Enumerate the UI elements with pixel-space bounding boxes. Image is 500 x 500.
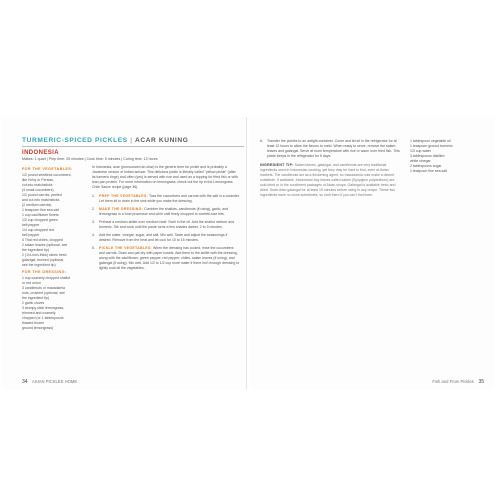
step-number: 5. xyxy=(92,246,95,250)
ingredient-line: 2 garlic cloves xyxy=(22,301,45,305)
step-text: Transfer the pickles to an airtight container. Cover and let sit in the refrigerator for at least 12 hours to allow the flavors to meld. When ready to serve, remove the salam leaves and galangal. Serve at room temperature with rice or warm over fried fish. This pickle keeps in the refrigerator for 5 days. xyxy=(267,139,400,158)
ingredient-line: 4 Thai red chiles, chopped xyxy=(22,238,63,242)
ingredient-line: 2 (1/4-inch-thick) slices fresh xyxy=(22,253,67,257)
left-page xyxy=(2,117,247,390)
ingredient-line: ground lemongrass) xyxy=(22,326,54,330)
recipe-intro: In Indonesia, acar (pronounced ah-char) is the generic term for pickle and is probably a Javanese version of Indian achaar. This delicious pickle is literally called "yellow pickle" (after its turmeric tinge) and often (yes) is served with rice and used as a topping for fried fish or with lean pan protein. For more information on lemongrass, check out the tip in the Lemongrass Chile Sauce recipe (page 36). xyxy=(92,165,238,189)
ingredient-line: galangal, bruised (optional, xyxy=(22,258,65,262)
step-number: 1. xyxy=(92,194,95,198)
ingredient-line: 1/3 cup water xyxy=(410,149,432,153)
ingredient-line: 1 tablespoon vegetable oil xyxy=(410,139,451,143)
ingredient-line: 1/2 pound carrots, peeled xyxy=(22,193,62,197)
dressing-heading: FOR THE DRESSING: xyxy=(22,270,67,274)
step-body: When the dressing has cooled, rinse the cucumbers and carrots. Drain and pat dry with paper towels. Add them to the skillet with the dressing, along with the cauliflower, green pepper, red pepper, chiles, salam leaves (if using), and galangal (if using). Mix well. Add 1/2 to 1/2 cup more water if there isn't enough dressing to lightly coat all the vegetables. xyxy=(99,246,240,270)
ingredient-tip xyxy=(260,163,400,198)
recipe-title xyxy=(22,137,188,144)
step-text xyxy=(99,233,240,243)
steps-list xyxy=(92,194,240,271)
step-item xyxy=(92,220,240,230)
ingredient-line: 1/4 cup chopped red xyxy=(22,228,54,232)
step-number: 3. xyxy=(92,220,95,224)
ingredient-tip-heading: INGREDIENT TIP: xyxy=(260,163,294,167)
ingredient-line: cut into matchsticks xyxy=(22,183,53,187)
ingredient-line: (4 small cucumbers) xyxy=(22,188,54,192)
step-number: 2. xyxy=(92,207,95,211)
ingredient-line: 2 tablespoons sugar xyxy=(410,164,442,168)
step-body: Preheat a medium skillet over medium heat. Swirl in the oil. Add the shallot mixture and turmeric. Stir and cook until the paste turns a few shades darker, 2 to 3 minutes. xyxy=(99,220,235,229)
recipe-meta: Makes: 1 quart | Prep time: 25 minutes | Cook time: 5 minutes | Curing time: 12 hours xyxy=(22,157,158,161)
title-separator: | xyxy=(130,137,133,144)
ingredient-line: 1/2 cup chopped green xyxy=(22,218,58,222)
ingredient-line: or red onion xyxy=(22,281,41,285)
step-item xyxy=(92,233,240,243)
vegetables-heading: FOR THE VEGETABLES: xyxy=(22,167,73,171)
region-label: INDONESIA xyxy=(22,150,59,156)
ingredient-line: and cut into matchsticks xyxy=(22,198,60,202)
step-heading: PICKLE THE VEGETABLES: xyxy=(99,246,153,250)
right-folio xyxy=(432,379,484,385)
right-method-column xyxy=(260,139,400,198)
ingredient-line: 2 salam leaves (optional, see xyxy=(22,243,68,247)
ingredient-line: chopped (or 1 tablespoons xyxy=(22,316,64,320)
step-body: Combine the shallots, candlenuts (if using), garlic, and lemongrass in a food processor and whirl until finely chopped to confetti-size bits. xyxy=(99,207,229,216)
step-body: Toss the cucumbers and carrots with the salt in a colander. Let them sit to drain in the sink while you make the dressing. xyxy=(99,194,240,203)
step-item xyxy=(92,207,240,217)
dressing-continued-list xyxy=(410,139,482,174)
ingredient-line: 1/2 pound seedless cucumbers, xyxy=(22,173,72,177)
ingredient-line: (2 medium carrots) xyxy=(22,203,52,207)
ingredient-line: 3 tablespoons distilled xyxy=(410,154,445,158)
ingredient-line: 1 cup coarsely chopped shallot xyxy=(22,276,71,280)
ingredient-line: the ingredient tip) xyxy=(22,248,50,252)
left-folio xyxy=(22,379,77,385)
step-body: Add the water, vinegar, sugar, and salt. Mix well. Taste and adjust the seasonings if desired. Remove from the heat and let cool for 10 to 15 minutes. xyxy=(99,233,228,242)
ingredient-line: like Kirby or Persian, xyxy=(22,178,55,182)
ingredient-line: 1 teaspoon fine sea salt xyxy=(22,208,59,212)
right-running-footer: Fish and From Pickles xyxy=(432,379,474,384)
step-item xyxy=(92,194,240,204)
step-number: 6. xyxy=(260,139,263,143)
ingredient-line: trimmed and coarsely xyxy=(22,311,56,315)
step-heading: PREP THE VEGETABLES: xyxy=(99,194,149,198)
ingredient-line: white vinegar xyxy=(410,159,431,163)
title-rule xyxy=(22,146,244,147)
ingredient-line: the ingredient tip) xyxy=(22,296,50,300)
ingredient-line: 3 stumpy stick lemongrass, xyxy=(22,306,65,310)
ingredient-line: bell pepper xyxy=(22,223,40,227)
ingredients-column xyxy=(22,165,82,331)
vegetables-list xyxy=(22,173,82,268)
right-page xyxy=(250,117,494,390)
dressing-list xyxy=(22,276,82,331)
ingredient-tip-text: Salam leaves, galangal, and candlenuts are very traditional ingredients used in Indonesian cooking, yet they may be hard to find, even at Asian markets. The candlenuts act as a thickening agent, so macadamia nuts make a decent substitute. If available, Indonesian bay leaves called salam (Syzygium polyanthum) are sold dried or in the condiment packages of Asian shops. Galangal is available fresh and dried. Soak dried galangal for at least 15 minutes before using in any recipe. These two ingredients have no close substitutes, so omit them if you can't find them. xyxy=(260,163,396,197)
step-text xyxy=(99,246,240,271)
left-page-number: 34 xyxy=(22,379,28,385)
step-text xyxy=(99,194,240,204)
ingredient-line: 1 cup cauliflower florets xyxy=(22,213,59,217)
ingredient-line: see the ingredient tip) xyxy=(22,263,56,267)
ingredient-line: nuts, crushed (optional, see xyxy=(22,291,65,295)
step-item xyxy=(260,139,400,159)
step-text xyxy=(99,220,240,230)
recipe-title-english: TURMERIC-SPICED PICKLES xyxy=(22,137,128,144)
ingredient-line: 1 teaspoon ground turmeric xyxy=(410,144,453,148)
ingredient-line: thawed frozen xyxy=(22,321,44,325)
ingredient-line: 3 candlenuts or macadamia xyxy=(22,286,65,290)
ingredient-line: 1 teaspoon fine sea salt xyxy=(410,169,447,173)
step-item xyxy=(92,246,240,271)
step-text xyxy=(99,207,240,217)
recipe-title-indonesian: ACAR KUNING xyxy=(134,137,189,144)
step-number: 4. xyxy=(92,233,95,237)
step-heading: MAKE THE DRESSING: xyxy=(99,207,144,211)
ingredient-line: bell pepper xyxy=(22,233,40,237)
right-page-number: 35 xyxy=(478,379,484,385)
method-column xyxy=(92,165,240,274)
left-running-footer: ASIAN PICKLES HOME xyxy=(32,379,78,384)
